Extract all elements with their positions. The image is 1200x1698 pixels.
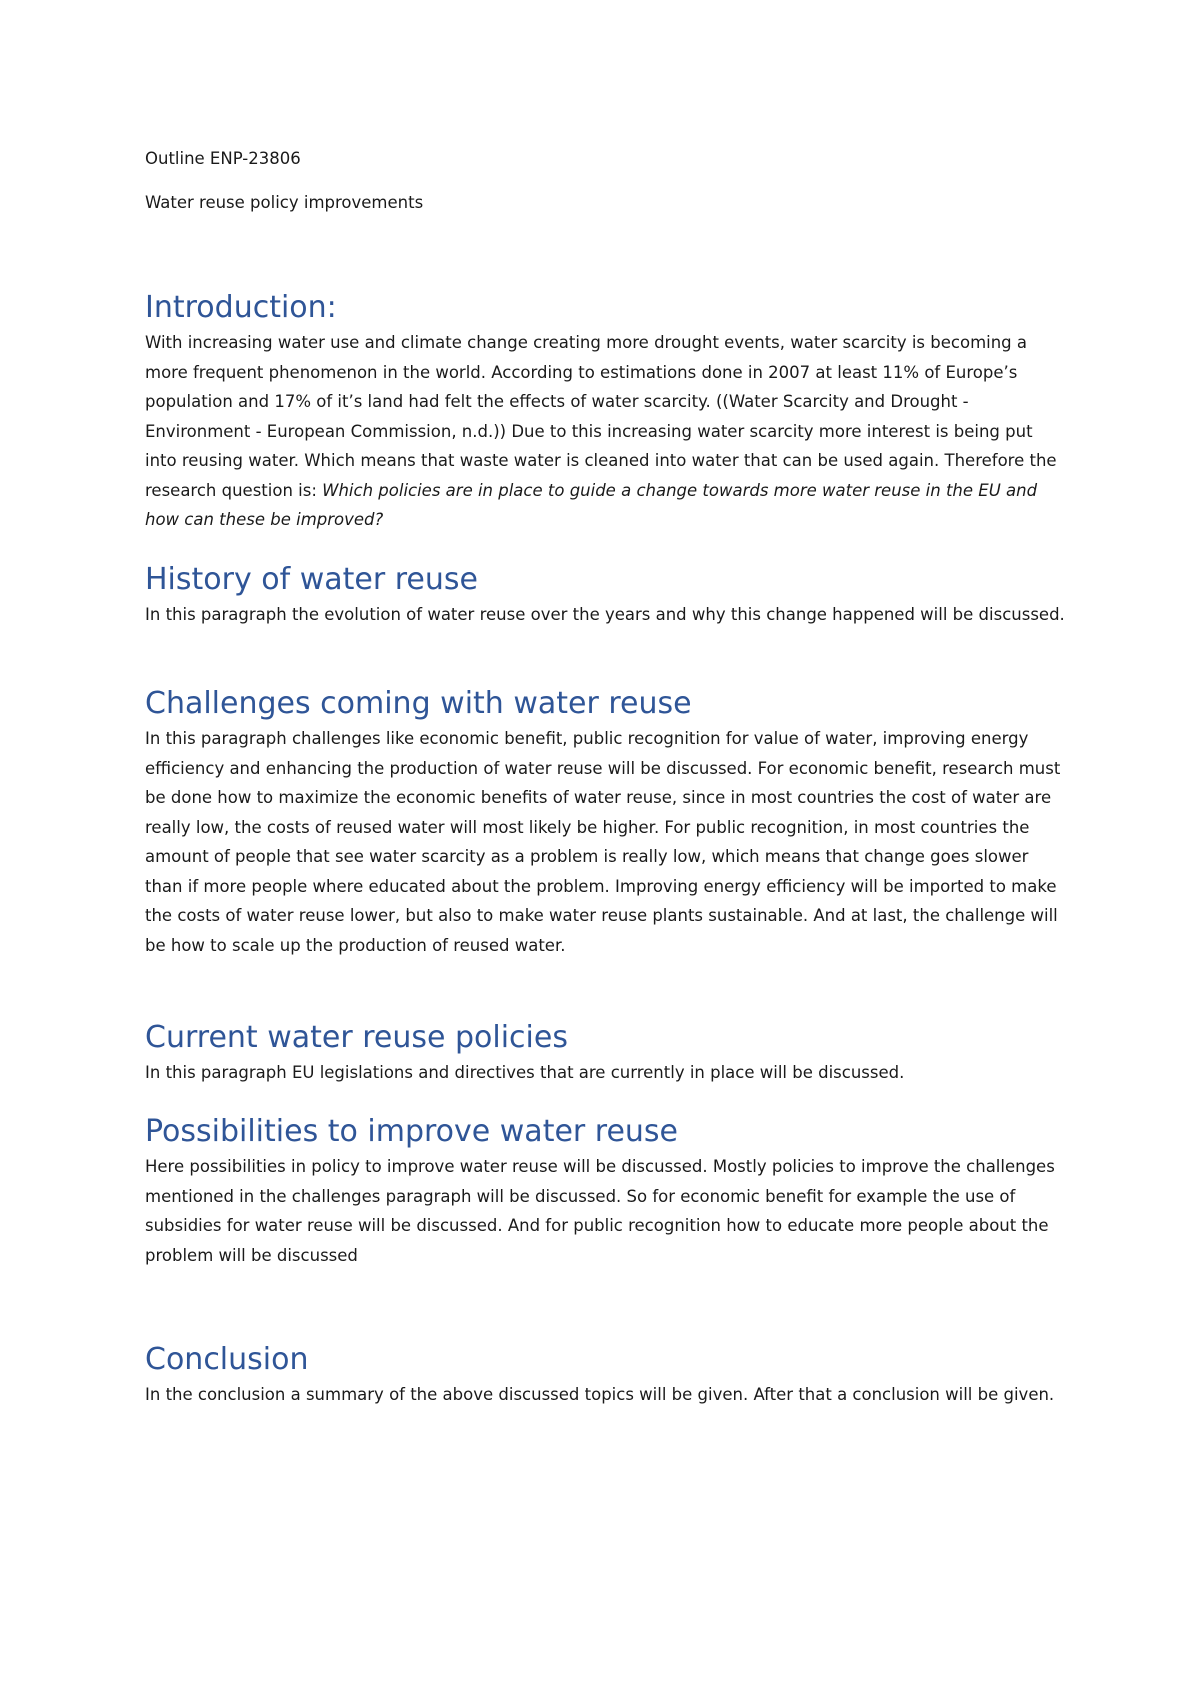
section-challenges [145, 684, 1065, 960]
heading-conclusion: Conclusion [145, 1342, 309, 1377]
section-conclusion [145, 1340, 1065, 1410]
document-outline-code: Outline ENP-23806 [145, 149, 301, 168]
paragraph-challenges: In this paragraph challenges like economic benefit, public recognition for value of water, improving energy efficiency and enhancing the production of water reuse will be discussed. For economic benefit, research must be done how to maximize the economic benefits of water reuse, since in most countries the cost of water are really low, the costs of reused water will most likely be higher. For public recognition, in most countries the amount of people that see water scarcity as a problem is really low, which means that change goes slower than if more people where educated about the problem. Improving energy efficiency will be imported to make the costs of water reuse lower, but also to make water reuse plants sustainable. And at last, the challenge will be how to scale up the production of reused water. [145, 729, 1061, 955]
heading-challenges: Challenges coming with water reuse [145, 686, 692, 721]
paragraph-possibilities: Here possibilities in policy to improve water reuse will be discussed. Mostly policies to improve the challenges mentioned in the challenges paragraph will be discussed. So for economic benefit for example the use of subsidies for water reuse will be discussed. And for public recognition how to educate more people about the problem will be discussed [145, 1157, 1055, 1265]
paragraph-history: In this paragraph the evolution of water reuse over the years and why this change happened will be discussed. [145, 605, 1065, 624]
research-question: Which policies are in place to guide a change towards more water reuse in the EU and how can these be improved? [145, 480, 1038, 529]
document-page [145, 0, 1065, 1698]
section-current-policies [145, 1018, 1065, 1088]
heading-current-policies: Current water reuse policies [145, 1020, 568, 1055]
section-possibilities [145, 1112, 1065, 1270]
section-history [145, 560, 1065, 630]
heading-history: History of water reuse [145, 562, 478, 597]
paragraph-current-policies: In this paragraph EU legislations and directives that are currently in place will be discussed. [145, 1063, 905, 1082]
document-subtitle: Water reuse policy improvements [145, 193, 424, 212]
introduction-text: With increasing water use and climate change creating more drought events, water scarcity is becoming a more frequent phenomenon in the world. According to estimations done in 2007 at least 11% of Europe’s population and 17% of it’s land had felt the effects of water scarcity. ((Water Scarcity and Drought - Environment - European Commission, n.d.)) Due to this increasing water scarcity more interest is being put into reusing water. Which means that waste water is cleaned into water that can be used again. Therefore the research question is: [145, 333, 1057, 500]
paragraph-introduction [145, 328, 1065, 535]
heading-possibilities: Possibilities to improve water reuse [145, 1114, 679, 1149]
section-introduction [145, 288, 1065, 535]
heading-introduction: Introduction: [145, 290, 337, 325]
paragraph-conclusion: In the conclusion a summary of the above discussed topics will be given. After that a conclusion will be given. [145, 1385, 1055, 1404]
